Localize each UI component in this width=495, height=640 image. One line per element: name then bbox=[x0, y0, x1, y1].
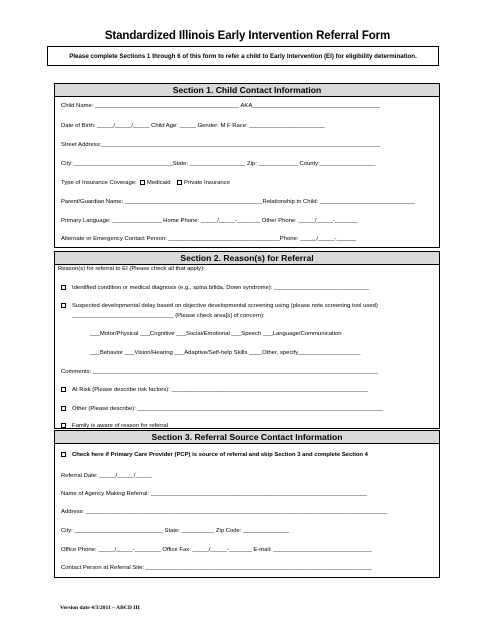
referral-date-field[interactable]: Referral Date: _____/_____/_____ bbox=[61, 473, 152, 479]
suspected-delay-checkbox[interactable] bbox=[61, 303, 66, 308]
other-checkbox[interactable] bbox=[61, 406, 66, 411]
at-risk-row bbox=[61, 386, 368, 394]
family-aware-checkbox[interactable] bbox=[61, 423, 66, 428]
office-phone-fax-email-field[interactable]: Office Phone: _____/_____-________ Office Fax: _____/_____-_______ E-mail: ______________________________ bbox=[61, 547, 372, 553]
agency-city-field[interactable]: City: ___________________________ State: __________ Zip Code: ______________ bbox=[61, 528, 289, 534]
medicaid-label: Medicaid bbox=[146, 180, 171, 186]
other-field[interactable]: Other (Please describe): ___________________________________________________________________________ bbox=[72, 406, 384, 412]
section-3-referral-source bbox=[54, 430, 440, 578]
concern-areas-row-1[interactable]: ___Motor/Physical ___Cognitive ___Social/Emotional ___Speech ___Language/Communication bbox=[90, 331, 342, 337]
diagnosis-field[interactable]: Identified condition or medical diagnosis (e.g., spina bifida, Down syndrome): _____________________________ bbox=[72, 285, 370, 291]
pcp-label: Check here if Primary Care Provider (PCP) is source of referral and skip Section 3 and complete Section 4 bbox=[72, 452, 368, 458]
private-insurance-label: Private Insurance bbox=[184, 180, 230, 186]
language-phone-field[interactable]: Primary Language: _______________ Home Phone: _____/_____-_______ Other Phone: _____/_____-_______ bbox=[61, 218, 358, 224]
parent-guardian-field[interactable]: Parent/Guardian Name: __________________________________________Relationship to Child: _____________________________ bbox=[61, 199, 415, 205]
suspected-delay-row bbox=[61, 302, 378, 310]
diagnosis-checkbox[interactable] bbox=[61, 285, 66, 290]
suspected-delay-label: Suspected developmental delay based on objective developmental screening using (please note screening tool used) bbox=[72, 303, 378, 309]
family-aware-label: Family is aware of reason for referral bbox=[72, 423, 168, 429]
medicaid-checkbox[interactable] bbox=[140, 180, 145, 185]
diagnosis-row bbox=[61, 284, 369, 292]
child-name-field[interactable]: Child Name: ____________________________________________ AKA_______________________________________ bbox=[61, 103, 381, 109]
street-address-field[interactable]: Street Address:_____________________________________________________________________________________ bbox=[61, 142, 380, 148]
agency-name-field[interactable]: Name of Agency Making Referral: __________________________________________________________________ bbox=[61, 491, 367, 497]
form-title: Standardized Illinois Early Intervention Referral Form bbox=[104, 30, 391, 42]
section-2-header: Section 2. Reason(s) for Referral bbox=[55, 252, 439, 265]
other-row bbox=[61, 405, 383, 413]
alternate-contact-field[interactable]: Alternate or Emergency Contact Person: __________________________________Phone: _____/_____-______ bbox=[61, 236, 357, 242]
family-aware-row bbox=[61, 422, 168, 430]
concern-areas-row-2[interactable]: ___Behavior ___Vision/Hearing ___Adaptive/Self-help Skills ____Other, specify___________________ bbox=[90, 350, 361, 356]
screening-tool-field[interactable]: _______________________________ (Please check area[s] of concern): bbox=[72, 313, 265, 319]
version-date: Version date 4/3/2011 – ABCD III bbox=[60, 605, 140, 611]
instructions-box: Please complete Sections 1 through 6 of this form to refer a child to Early Intervention (EI) for eligibility determination. bbox=[47, 46, 439, 66]
city-state-zip-field[interactable]: City: ______________________________State: _________________ Zip: ____________ County:_________________ bbox=[61, 161, 376, 167]
pcp-row bbox=[61, 451, 368, 459]
private-insurance-checkbox[interactable] bbox=[177, 180, 182, 185]
agency-address-field[interactable]: Address: ____________________________________________________________________________________________ bbox=[61, 509, 388, 515]
pcp-checkbox[interactable] bbox=[61, 452, 66, 457]
dob-field[interactable]: Date of Birth: _____/_____/_____ Child Age: _____ Gender: M F Race: _______________________ bbox=[61, 123, 325, 129]
comments-field[interactable]: Comments: _______________________________________________________________________________________ bbox=[61, 369, 378, 375]
section-1-child-contact bbox=[54, 83, 440, 248]
section-3-header: Section 3. Referral Source Contact Information bbox=[55, 431, 439, 444]
insurance-label: Type of Insurance Coverage: bbox=[61, 180, 137, 186]
reasons-intro: Reason(s) for referral to EI (Please check all that apply): bbox=[58, 266, 205, 272]
section-1-header: Section 1. Child Contact Information bbox=[55, 84, 439, 97]
at-risk-checkbox[interactable] bbox=[61, 387, 66, 392]
contact-person-field[interactable]: Contact Person at Referral Site: _____________________________________________________________________ bbox=[61, 565, 372, 571]
at-risk-field[interactable]: At Risk (Please describe risk factors): ____________________________________________________________ bbox=[72, 387, 369, 393]
section-2-referral-reasons bbox=[54, 251, 440, 429]
insurance-row bbox=[61, 179, 230, 187]
